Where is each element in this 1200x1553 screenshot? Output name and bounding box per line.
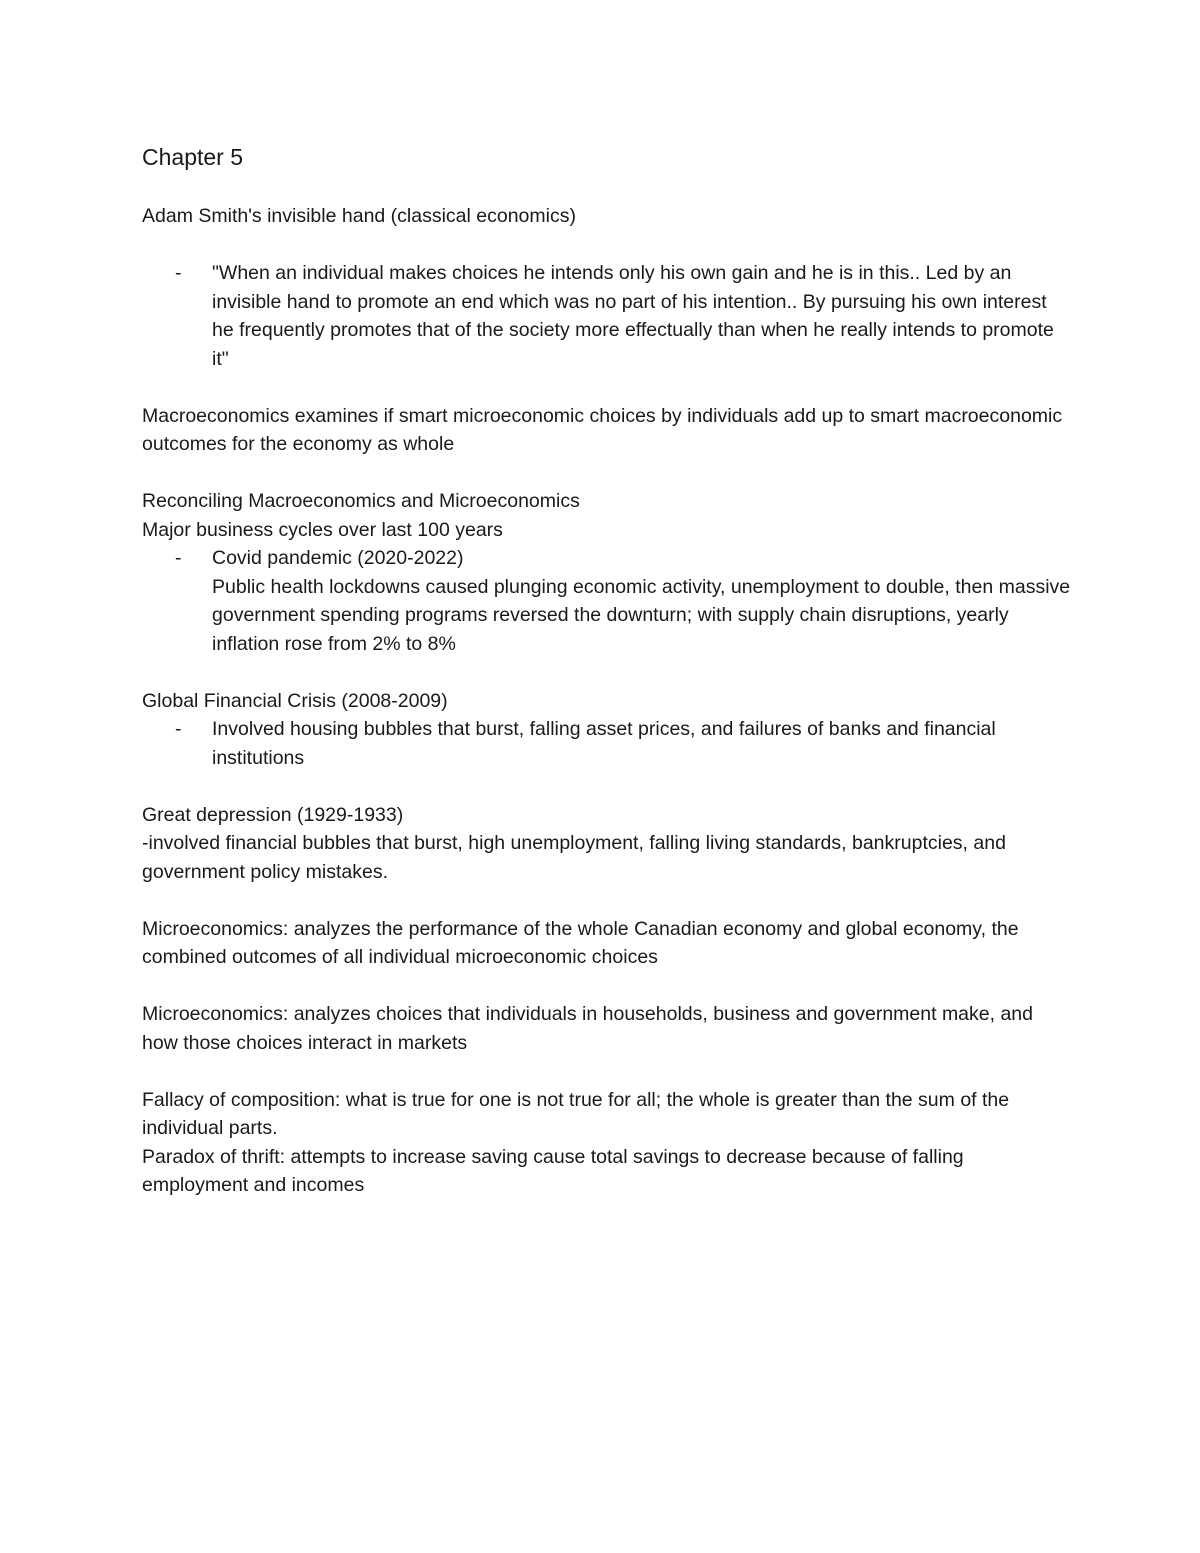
covid-description: Public health lockdowns caused plunging economic activity, unemployment to double, then massive government spending programs reversed the downturn; with supply chain disruptions, yearly inflation rose from 2% to 8% [212, 575, 1071, 655]
document-page [142, 138, 1072, 1200]
quote-bullet [142, 259, 1072, 373]
spacer [142, 373, 1072, 402]
bullet-dash: - [175, 547, 182, 569]
spacer [142, 972, 1072, 1001]
bullet-dash: - [175, 718, 182, 740]
great-depression-heading: Great depression (1929-1933) [142, 803, 404, 826]
paradox-of-thrift: Paradox of thrift: attempts to increase saving cause total savings to decrease because of falling employment and incomes [142, 1145, 964, 1196]
microeconomics-definition-2: Microeconomics: analyzes choices that individuals in households, business and government make, and how those choices interact in markets [142, 1003, 1033, 1054]
spacer [142, 772, 1072, 801]
bullet-dash: - [175, 262, 182, 284]
invisible-hand-heading: Adam Smith's invisible hand (classical economics) [142, 205, 576, 227]
reconciling-heading: Reconciling Macroeconomics and Microeconomics [142, 490, 580, 512]
gfc-bullet [142, 715, 1072, 772]
great-depression-description: -involved financial bubbles that burst, high unemployment, falling living standards, bankruptcies, and government policy mistakes. [142, 832, 1006, 883]
spacer [142, 231, 1072, 260]
spacer [142, 886, 1072, 915]
major-cycles-heading: Major business cycles over last 100 years [142, 518, 503, 541]
spacer [142, 459, 1072, 488]
covid-bullet [142, 544, 1072, 658]
adam-smith-quote: "When an individual makes choices he intends only his own gain and he is in this.. Led by an invisible hand to promote an end which was no part of his intention.. By pursuing his own interest he frequently promotes that of the society more effectually than when he really intends to promote it" [212, 262, 1054, 370]
fallacy-of-composition: Fallacy of composition: what is true for one is not true for all; the whole is greater than the sum of the individual parts. [142, 1088, 1010, 1139]
spacer [142, 658, 1072, 687]
macroeconomics-examines: Macroeconomics examines if smart microeconomic choices by individuals add up to smart macroeconomic outcomes for the economy as whole [142, 404, 1063, 455]
microeconomics-definition-1: Microeconomics: analyzes the performance of the whole Canadian economy and global economy, the combined outcomes of all individual microeconomic choices [142, 917, 1019, 968]
spacer [142, 1057, 1072, 1086]
gfc-description: Involved housing bubbles that burst, falling asset prices, and failures of banks and financial institutions [212, 718, 996, 769]
gfc-heading: Global Financial Crisis (2008-2009) [142, 689, 448, 712]
covid-title: Covid pandemic (2020-2022) [212, 547, 464, 569]
chapter-title: Chapter 5 [142, 144, 244, 170]
